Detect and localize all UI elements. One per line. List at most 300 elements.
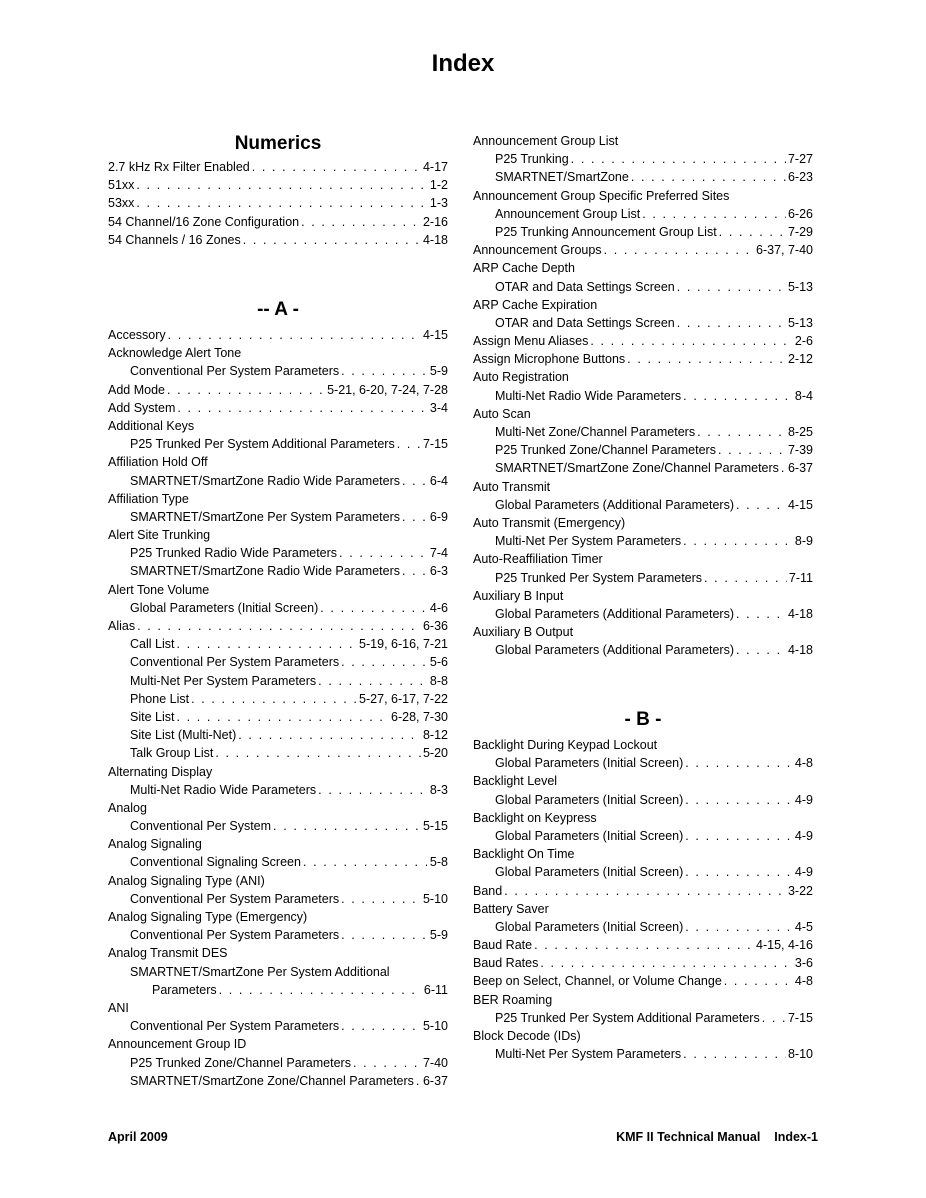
index-entry-label: Beep on Select, Channel, or Volume Change [473, 974, 722, 989]
dot-leader [168, 326, 421, 344]
index-entry-label: Backlight on Keypress [473, 810, 597, 825]
section-heading-numerics: Numerics [234, 133, 322, 154]
index-entry-label: SMARTNET/SmartZone Zone/Channel Parameters [130, 1073, 414, 1088]
index-entry [473, 423, 813, 441]
index-entry-label: P25 Trunking Announcement Group List [495, 224, 717, 239]
index-entry [473, 205, 813, 223]
index-entry-label: 54 Channels / 16 Zones [108, 232, 241, 247]
index-entry-label: OTAR and Data Settings Screen [495, 279, 675, 294]
index-entry [473, 772, 813, 790]
index-entry-label: Conventional Per System Parameters [130, 655, 340, 670]
index-entry-page: 4-15 [787, 497, 813, 512]
index-entry-page: 7-15 [422, 437, 448, 452]
dot-leader [736, 641, 786, 659]
index-entry [473, 1027, 813, 1045]
dot-leader [685, 791, 793, 809]
index-entry-page: 5-9 [429, 364, 448, 379]
index-entry [473, 368, 813, 386]
index-entry-page: 7-11 [788, 570, 813, 585]
index-entry-label: Auto-Reaffiliation Timer [473, 552, 603, 567]
index-entry-label: Auto Transmit [473, 479, 551, 494]
dot-leader [339, 544, 428, 562]
index-entry-label: BER Roaming [473, 992, 553, 1007]
index-entry [108, 708, 448, 726]
footer-date: April 2009 [108, 1130, 168, 1144]
dot-leader [341, 1017, 421, 1035]
index-entry-page: 4-9 [794, 828, 813, 843]
index-entry-page: 4-8 [794, 756, 813, 771]
index-entry [473, 1009, 813, 1027]
index-entry [108, 326, 448, 344]
index-entry-label: Announcement Group List [495, 206, 641, 221]
dot-leader [416, 1072, 421, 1090]
index-entry [473, 918, 813, 936]
dot-leader [704, 569, 787, 587]
index-entry-label: Global Parameters (Initial Screen) [495, 756, 684, 771]
dot-leader [341, 362, 428, 380]
index-entry [473, 791, 813, 809]
index-entry-label: SMARTNET/SmartZone Zone/Channel Parameters [495, 461, 779, 476]
dot-leader [320, 599, 428, 617]
dot-leader [273, 817, 421, 835]
dot-leader [341, 926, 428, 944]
index-entry-label: Conventional Per System [130, 819, 272, 834]
index-entry-label: SMARTNET/SmartZone Radio Wide Parameters [130, 473, 400, 488]
index-entry [108, 581, 448, 599]
index-entry-label: Auto Scan [473, 406, 531, 421]
dot-leader [341, 653, 428, 671]
dot-leader [627, 350, 786, 368]
index-entry-label: P25 Trunked Per System Parameters [495, 570, 703, 585]
index-entry [108, 399, 448, 417]
dot-leader [685, 754, 793, 772]
index-entry-label: Talk Group List [130, 746, 214, 761]
index-entry-label: OTAR and Data Settings Screen [495, 315, 675, 330]
a-continued-entries [473, 132, 813, 659]
dot-leader [685, 918, 793, 936]
dot-leader [341, 890, 421, 908]
index-entry-label: Additional Keys [108, 418, 195, 433]
index-entry-page: 6-9 [429, 509, 448, 524]
dot-leader [677, 314, 786, 332]
index-entry-page: 2-16 [422, 214, 448, 229]
dot-leader [642, 205, 786, 223]
index-entry-label: Add Mode [108, 382, 165, 397]
index-entry-label: Backlight On Time [473, 847, 575, 862]
index-entry [108, 944, 448, 962]
index-entry-page: 4-17 [422, 160, 448, 174]
index-entry-page: 6-37 [787, 461, 813, 476]
index-entry-page: 4-6 [429, 600, 448, 615]
index-entry-label: Auxiliary B Input [473, 588, 564, 603]
index-entry [108, 690, 448, 708]
b-entries [473, 736, 813, 1063]
index-entry [108, 908, 448, 926]
index-entry [108, 617, 448, 635]
dot-leader [762, 1009, 786, 1027]
dot-leader [238, 726, 421, 744]
index-entry [473, 569, 813, 587]
index-entry-label: Alternating Display [108, 764, 213, 779]
index-entry [108, 490, 448, 508]
dot-leader [167, 381, 325, 399]
dot-leader [685, 863, 793, 881]
dot-leader [177, 399, 428, 417]
index-entry [108, 763, 448, 781]
index-entry-label: Site List (Multi-Net) [130, 728, 237, 743]
index-entry-page: 6-4 [429, 473, 448, 488]
index-entry [473, 972, 813, 990]
index-entry [473, 532, 813, 550]
index-entry-page: 7-27 [787, 152, 813, 167]
index-entry-label: Backlight Level [473, 774, 558, 789]
page-title: Index [431, 50, 495, 77]
index-entry-page: 6-3 [429, 564, 448, 579]
index-entry-page: 5-6 [429, 655, 448, 670]
index-entry [108, 835, 448, 853]
dot-leader [683, 1045, 786, 1063]
dot-leader [215, 744, 421, 762]
index-entry-label: Backlight During Keypad Lockout [473, 738, 658, 752]
index-entry [473, 514, 813, 532]
index-entry [473, 314, 813, 332]
index-entry [473, 168, 813, 186]
index-entry-page: 5-21, 6-20, 7-24, 7-28 [327, 382, 448, 397]
index-entry-label: Multi-Net Radio Wide Parameters [495, 388, 682, 403]
index-entry-page: 5-13 [787, 315, 813, 330]
index-entry-label: Announcement Groups [473, 243, 602, 258]
dot-leader [137, 617, 421, 635]
index-entry [473, 278, 813, 296]
index-entry [473, 1045, 813, 1063]
index-entry [473, 936, 813, 954]
dot-leader [718, 441, 786, 459]
index-entry-page: 7-29 [787, 224, 813, 239]
index-entry-page: 4-18 [787, 606, 813, 621]
index-entry [108, 508, 448, 526]
index-entry [108, 1035, 448, 1053]
index-entry [473, 605, 813, 623]
index-entry-page: 8-4 [794, 388, 813, 403]
footer-manual-page: KMF II Technical Manual Index-1 [616, 1130, 818, 1144]
index-entry-label: Affiliation Type [108, 491, 189, 506]
index-entry [473, 991, 813, 1009]
index-entry-label: Assign Microphone Buttons [473, 352, 626, 367]
index-entry [108, 472, 448, 490]
index-entry-page: 6-23 [787, 170, 813, 185]
index-entry [473, 845, 813, 863]
index-entry [473, 754, 813, 772]
dot-leader [504, 882, 786, 900]
index-entry [108, 1072, 448, 1090]
index-entry-page: 5-8 [429, 855, 448, 870]
dot-leader [318, 672, 428, 690]
index-entry [473, 441, 813, 459]
index-entry [108, 981, 448, 999]
index-entry [473, 736, 813, 754]
index-entry-label: Call List [130, 637, 175, 652]
index-entry [108, 1017, 448, 1035]
dot-leader [176, 635, 357, 653]
index-entry-page: 3-4 [429, 400, 448, 415]
index-entry-label: P25 Trunked Zone/Channel Parameters [495, 443, 716, 458]
index-entry [473, 387, 813, 405]
index-entry-page: 4-5 [794, 919, 813, 934]
index-entry [473, 954, 813, 972]
index-entry-page: 6-26 [787, 206, 813, 221]
index-entry-page: 1-2 [429, 178, 448, 193]
index-entry [473, 900, 813, 918]
index-entry-label: Multi-Net Zone/Channel Parameters [495, 425, 696, 439]
index-entry [473, 809, 813, 827]
index-entry-label: Multi-Net Per System Parameters [495, 1047, 682, 1062]
index-entry [108, 562, 448, 580]
index-entry-label: Announcement Group ID [108, 1037, 247, 1052]
dot-leader [534, 936, 754, 954]
index-entry-label: Analog Transmit DES [108, 946, 228, 961]
index-entry [108, 453, 448, 471]
index-entry [473, 187, 813, 205]
index-entry [108, 417, 448, 435]
index-entry-page: 4-9 [794, 865, 813, 880]
index-entry [108, 176, 448, 194]
dot-leader [353, 1054, 421, 1072]
dot-leader [318, 781, 428, 799]
index-entry-page: 5-10 [422, 1019, 448, 1034]
index-entry-label: Add System [108, 400, 176, 415]
index-entry-page: 8-25 [787, 425, 813, 439]
index-entry-label: Global Parameters (Initial Screen) [130, 600, 319, 615]
index-entry [108, 544, 448, 562]
index-entry [473, 296, 813, 314]
index-entry [108, 963, 448, 981]
index-entry-label: Site List [130, 709, 175, 724]
index-entry [108, 635, 448, 653]
dot-leader [176, 708, 389, 726]
index-entry [108, 999, 448, 1017]
index-entry-page: 6-37, 7-40 [756, 243, 813, 258]
index-entry [473, 132, 813, 150]
index-entry [108, 1054, 448, 1072]
dot-leader [219, 981, 422, 999]
index-entry [473, 405, 813, 423]
index-entry-page: 8-12 [422, 728, 448, 743]
index-entry-label: P25 Trunked Radio Wide Parameters [130, 546, 338, 561]
index-entry-page: 7-40 [422, 1055, 448, 1070]
index-entry-label: Conventional Signaling Screen [130, 855, 301, 870]
index-entry [473, 496, 813, 514]
index-entry [473, 223, 813, 241]
dot-leader [571, 150, 786, 168]
index-entry-label: Multi-Net Per System Parameters [130, 673, 317, 688]
index-entry-page: 3-22 [787, 883, 813, 898]
index-entry-label: Global Parameters (Additional Parameters) [495, 606, 734, 621]
index-entry [108, 526, 448, 544]
dot-leader [540, 954, 793, 972]
dot-leader [604, 241, 754, 259]
index-entry-label: SMARTNET/SmartZone [495, 170, 629, 185]
index-entry [108, 213, 448, 231]
index-entry [108, 781, 448, 799]
index-entry [473, 259, 813, 277]
index-entry-page: 2-12 [787, 352, 813, 367]
index-entry-label: Global Parameters (Initial Screen) [495, 828, 684, 843]
dot-leader [402, 562, 428, 580]
index-entry-page: 3-6 [794, 956, 813, 971]
index-entry-label: Announcement Group List [473, 134, 619, 148]
index-entry-page: 5-15 [422, 819, 448, 834]
index-entry-label: Battery Saver [473, 901, 549, 916]
index-entry [108, 599, 448, 617]
index-entry-page: 7-15 [787, 1010, 813, 1025]
index-entry-label: SMARTNET/SmartZone Per System Parameters [130, 509, 400, 524]
index-entry [473, 459, 813, 477]
index-entry-label: Global Parameters (Initial Screen) [495, 919, 684, 934]
index-entry-label: P25 Trunking [495, 152, 569, 167]
index-entry [473, 623, 813, 641]
index-entry-page: 7-39 [787, 443, 813, 458]
index-entry-label: Conventional Per System Parameters [130, 1019, 340, 1034]
index-entry-label: Announcement Group Specific Preferred Sites [473, 188, 730, 203]
index-entry [473, 478, 813, 496]
index-entry-label: ANI [108, 1000, 129, 1015]
index-entry [108, 231, 448, 249]
index-entry-page: 6-28, 7-30 [391, 709, 448, 724]
index-entry-label: Conventional Per System Parameters [130, 891, 340, 906]
index-entry-page: 8-9 [794, 534, 813, 549]
index-entry-label: 51xx [108, 178, 135, 193]
section-heading-b: - B - [624, 709, 662, 730]
index-entry-label: Parameters [152, 982, 217, 997]
index-entry-label: Global Parameters (Initial Screen) [495, 865, 684, 880]
section-heading-a: -- A - [257, 299, 299, 320]
index-entry [108, 817, 448, 835]
index-entry [473, 587, 813, 605]
index-entry-label: P25 Trunked Per System Additional Parameters [130, 437, 395, 452]
index-entry-label: SMARTNET/SmartZone Radio Wide Parameters [130, 564, 400, 579]
index-entry-label: Analog [108, 800, 147, 815]
index-entry [108, 672, 448, 690]
index-entry-page: 8-8 [429, 673, 448, 688]
index-entry [473, 882, 813, 900]
index-entry-page: 5-27, 6-17, 7-22 [359, 691, 448, 706]
index-entry-label: ARP Cache Expiration [473, 297, 598, 312]
index-entry [108, 744, 448, 762]
dot-leader [191, 690, 357, 708]
dot-leader [719, 223, 786, 241]
index-entry-label: Global Parameters (Additional Parameters) [495, 497, 734, 512]
index-entry-label: Conventional Per System Parameters [130, 928, 340, 943]
index-entry-label: 54 Channel/16 Zone Configuration [108, 214, 300, 229]
index-entry [108, 158, 448, 176]
dot-leader [683, 532, 793, 550]
index-entry-label: Alias [108, 619, 136, 633]
index-entry [473, 241, 813, 259]
index-entry-label: Acknowledge Alert Tone [108, 346, 242, 361]
index-entry-page: 1-3 [429, 196, 448, 211]
index-entry [108, 344, 448, 362]
dot-leader [736, 605, 786, 623]
index-entry [108, 435, 448, 453]
index-entry-label: 53xx [108, 196, 135, 211]
index-entry-label: Global Parameters (Initial Screen) [495, 792, 684, 807]
index-entry [108, 653, 448, 671]
index-entry [473, 827, 813, 845]
index-entry-label: Block Decode (IDs) [473, 1029, 581, 1043]
index-entry-label: Assign Menu Aliases [473, 334, 589, 349]
a-entries [108, 326, 448, 1090]
index-entry-label: Multi-Net Per System Parameters [495, 534, 682, 549]
dot-leader [402, 508, 428, 526]
index-entry [108, 194, 448, 212]
index-entry-label: Alert Tone Volume [108, 582, 210, 597]
index-entry-label: P25 Trunked Per System Additional Parameters [495, 1010, 760, 1025]
index-entry [473, 550, 813, 568]
dot-leader [252, 158, 421, 176]
index-entry [108, 362, 448, 380]
index-entry [473, 350, 813, 368]
index-entry-label: Analog Signaling Type (Emergency) [108, 910, 308, 924]
index-entry-page: 6-11 [423, 982, 448, 997]
index-entry-page: 5-20 [422, 746, 448, 761]
index-entry-label: Phone List [130, 691, 190, 706]
dot-leader [243, 231, 421, 249]
index-entry-label: Auxiliary B Output [473, 625, 574, 640]
index-entry-page: 4-18 [422, 232, 448, 247]
index-entry-page: 6-37 [422, 1073, 448, 1088]
index-entry-label: 2.7 kHz Rx Filter Enabled [108, 160, 250, 174]
dot-leader [781, 459, 786, 477]
dot-leader [697, 423, 786, 441]
dot-leader [736, 496, 786, 514]
index-entry [108, 853, 448, 871]
index-entry-label: P25 Trunked Zone/Channel Parameters [130, 1055, 351, 1070]
index-entry-label: Global Parameters (Additional Parameters) [495, 643, 734, 658]
dot-leader [136, 176, 428, 194]
index-entry-label: Accessory [108, 328, 166, 342]
index-entry-page: 7-4 [429, 546, 448, 561]
dot-leader [590, 332, 793, 350]
dot-leader [685, 827, 793, 845]
index-entry-label: Multi-Net Radio Wide Parameters [130, 782, 317, 797]
index-entry-label: Auto Transmit (Emergency) [473, 515, 626, 530]
index-entry-label: Band [473, 883, 503, 898]
numerics-entries [108, 158, 448, 249]
index-entry-label: ARP Cache Depth [473, 261, 575, 276]
index-entry-label: Analog Signaling Type (ANI) [108, 873, 265, 888]
index-entry [108, 726, 448, 744]
index-entry-label: Baud Rate [473, 938, 533, 953]
index-entry [108, 890, 448, 908]
index-entry-page: 4-15, 4-16 [756, 938, 813, 953]
index-entry-page: 6-36 [422, 619, 448, 633]
index-entry-page: 4-15 [422, 328, 448, 342]
index-entry-label: Baud Rates [473, 956, 539, 971]
index-entry-page: 4-8 [794, 974, 813, 989]
index-entry-page: 2-6 [794, 334, 813, 349]
index-entry [473, 150, 813, 168]
index-entry-page: 5-19, 6-16, 7-21 [359, 637, 448, 652]
index-entry-page: 4-18 [787, 643, 813, 658]
index-entry-label: Auto Registration [473, 370, 569, 385]
dot-leader [631, 168, 786, 186]
index-entry-page: 8-3 [429, 782, 448, 797]
index-entry-label: Analog Signaling [108, 837, 202, 852]
index-entry [108, 381, 448, 399]
index-entry [108, 926, 448, 944]
index-entry-page: 4-9 [794, 792, 813, 807]
dot-leader [402, 472, 428, 490]
